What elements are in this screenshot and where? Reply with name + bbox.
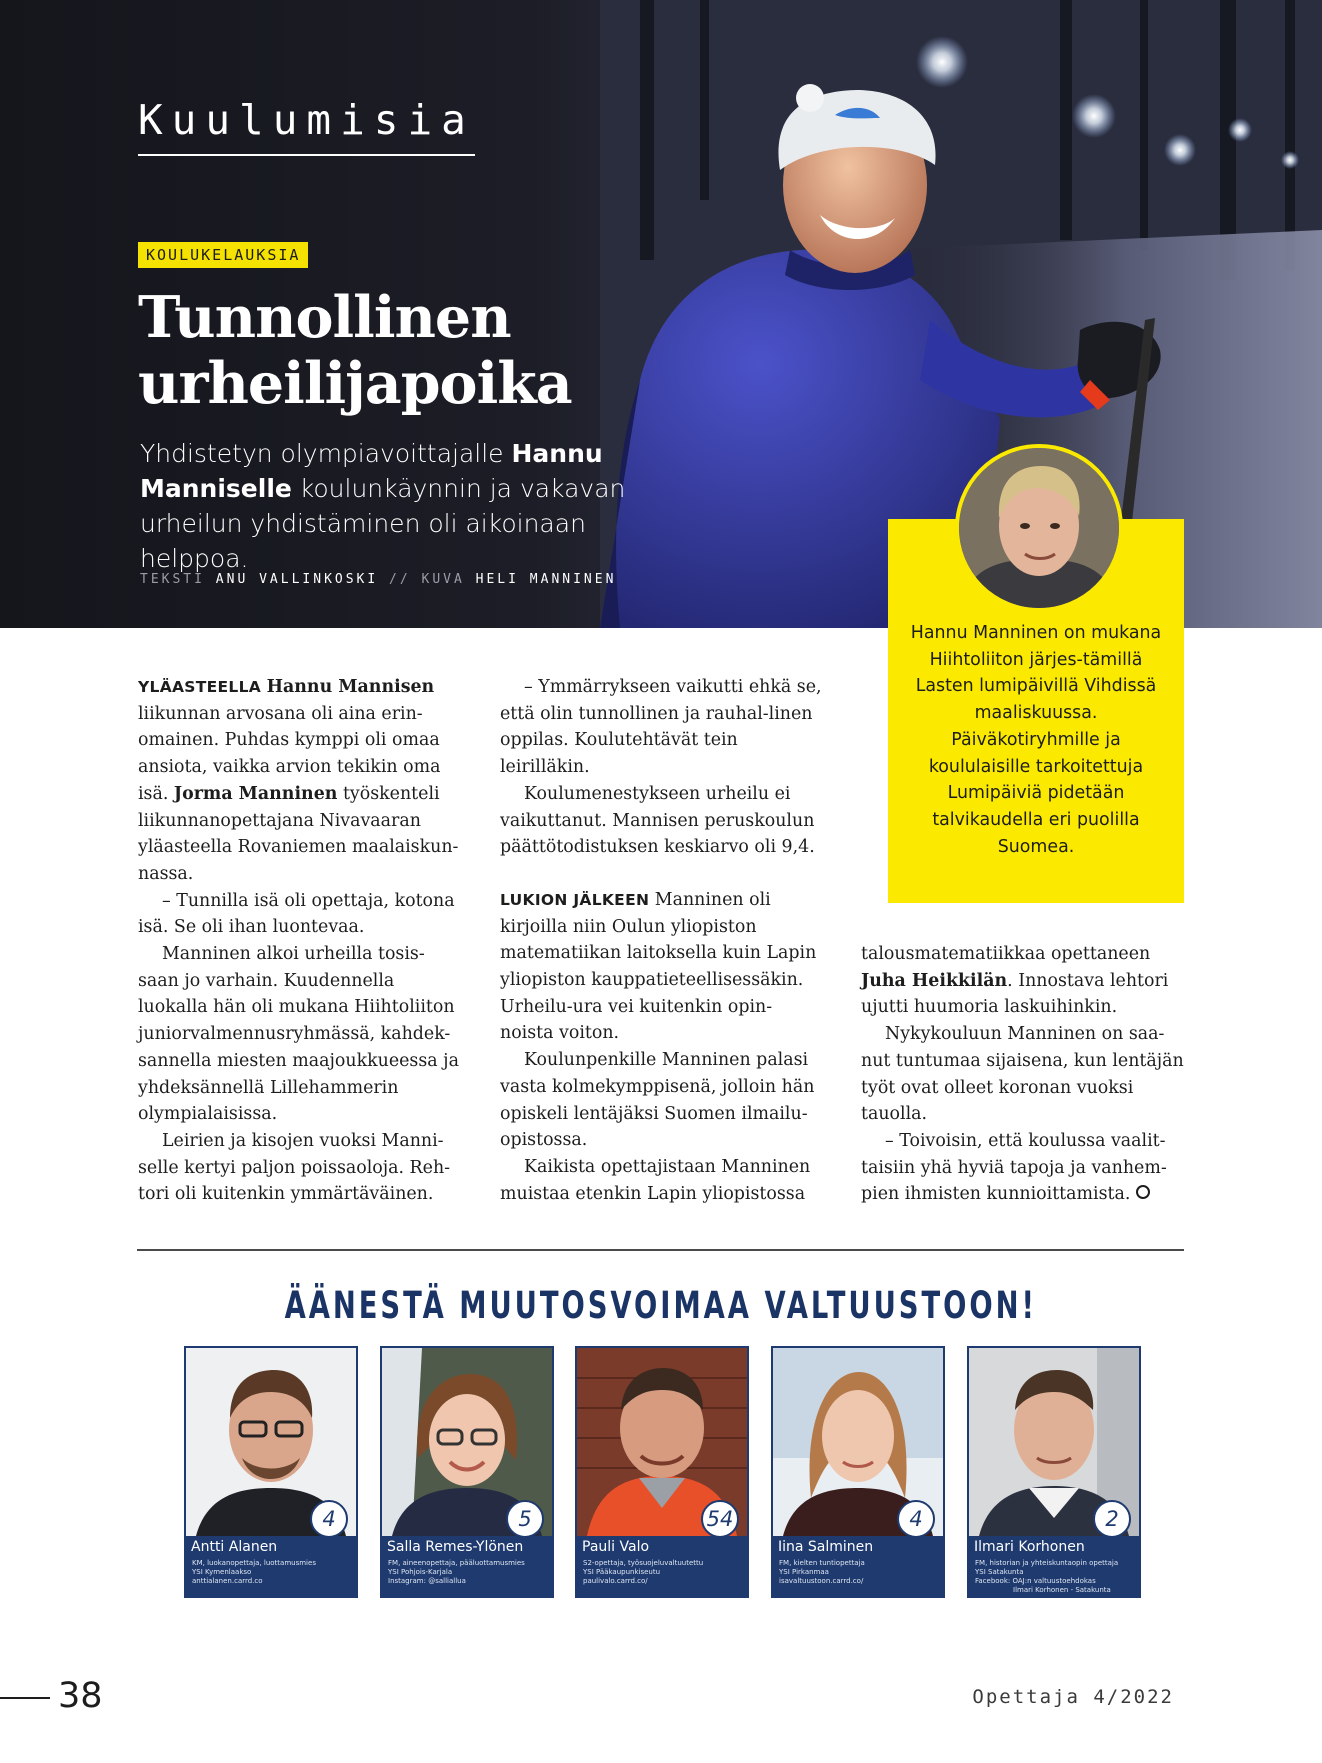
paragraph: [861, 941, 1185, 1021]
candidate-number: 5: [506, 1500, 544, 1538]
candidate-info: [583, 1559, 743, 1586]
article-column-2: [500, 674, 824, 1207]
paragraph-text: liikunnan arvosana oli aina erin-omainen. Puhdas kymppi oli omaa ansiota, vaikka arvion tekikin oma isä.: [138, 703, 441, 804]
paragraph: Kaikista opettajistaan Manninen muistaa etenkin Lapin yliopistossa: [500, 1156, 811, 1204]
candidate-info-line: isavaltuustoon.carrd.co/: [779, 1577, 864, 1585]
headline: [138, 285, 572, 417]
article-column-3: [861, 941, 1185, 1208]
lead-bold-name: Hannu Manniselle: [140, 439, 603, 503]
paragraph: [138, 674, 462, 888]
candidate-card: [771, 1346, 945, 1598]
candidate-info-line: YSI Kymenlaakso: [192, 1568, 252, 1576]
candidate-info-line: YSI Pohjois-Karjala: [388, 1568, 453, 1576]
paragraph-text: talousmatematiikkaa opettaneen: [861, 944, 1151, 964]
candidate-info-line: FM, kielten tuntiopettaja: [779, 1559, 865, 1567]
candidate-info-line: FM, aineenopettaja, pääluottamusmies: [388, 1559, 525, 1567]
byline-photographer: HELI MANNINEN: [475, 572, 617, 587]
lead-in-caps: LUKION JÄLKEEN: [500, 890, 650, 909]
paragraph-text: . Innostava lehtori ujutti huumoria laskuihinkin.: [861, 970, 1169, 1018]
paragraph-text: – Toivoisin, että koulussa vaalit-taisiin yhä hyviä tapoja ja vanhem-pien ihmisten kunnioittamista.: [861, 1130, 1167, 1205]
candidate-number: 4: [897, 1500, 935, 1538]
candidate-info-line: anttialanen.carrd.co: [192, 1577, 263, 1585]
candidate-number: 54: [701, 1500, 739, 1538]
candidate-name: Salla Remes-Ylönen: [387, 1539, 524, 1555]
paragraph: Manninen alkoi urheilla tosis-saan jo varhain. Kuudennella luokalla hän oli mukana Hiihtoliiton juniorvalmennusryhmässä, kahdek-sannella miesten maajoukkueessa ja yhdeksännellä Lillehammerin olympialaisissa.: [138, 944, 459, 1125]
end-mark-icon: [1136, 1185, 1150, 1199]
byline: [140, 572, 616, 587]
paragraph: – Ymmärrykseen vaikutti ehkä se, että olin tunnollinen ja rauhal-linen oppilas. Koulutehtävät tein leirilläkin.: [500, 677, 822, 778]
headline-line-2: urheilijapoika: [138, 350, 572, 417]
paragraph: Koulunpenkille Manninen palasi vasta kolmekymppisenä, jolloin hän opiskeli lentäjäksi Suomen ilmailu-opistossa.: [500, 1050, 815, 1151]
byline-text-label: TEKSTI: [140, 572, 205, 587]
paragraph-text: työskenteli liikunnanopettajana Nivavaaran yläasteella Rovaniemen maalaiskun-nassa.: [138, 783, 459, 884]
fact-text: Hannu Manninen on mukana Hiihtoliiton järjes-tämillä Lasten lumipäivillä Vihdissä maaliskuussa. Päiväkotiryhmille ja koululaisille tarkoitettuja Lumipäiviä pidetään talvikaudella eri puolilla Suomea.: [910, 623, 1162, 857]
candidate-info-line: FM, historian ja yhteiskuntaopin opettaja: [975, 1559, 1119, 1567]
candidate-card: [575, 1346, 749, 1598]
candidate-info: [192, 1559, 352, 1586]
lead-text-end: koulunkäynnin ja vakavan urheilun yhdistäminen oli aikoinaan helppoa.: [140, 474, 626, 573]
lead-in-caps: YLÄASTEELLA: [138, 678, 262, 696]
ad-title: ÄÄNESTÄ MUUTOSVOIMAA VALTUUSTOON!: [284, 1284, 1037, 1327]
candidate-card: [184, 1346, 358, 1598]
candidate-name: Antti Alanen: [191, 1539, 278, 1555]
bold-name: Jorma Manninen: [173, 783, 338, 804]
candidate-info-line: KM, luokanopettaja, luottamusmies: [192, 1559, 316, 1567]
byline-author: ANU VALLINKOSKI: [215, 572, 379, 587]
category-badge: KOULUKELAUKSIA: [138, 242, 308, 268]
candidate-name: Ilmari Korhonen: [974, 1539, 1085, 1555]
candidate-card: [380, 1346, 554, 1598]
paragraph: Leirien ja kisojen vuoksi Manni-selle kertyi paljon poissaoloja. Reh-tori oli kuitenkin ymmärtäväinen.: [138, 1130, 451, 1205]
section-divider: [137, 1249, 1184, 1251]
candidate-number: 4: [310, 1500, 348, 1538]
lead-text: Yhdistetyn olympiavoittajalle: [140, 439, 512, 468]
bold-name: Hannu Mannisen: [266, 677, 435, 697]
paragraph: [861, 1128, 1185, 1208]
candidate-info-line: Instagram: @salliallua: [388, 1577, 466, 1585]
candidate-info-line: YSI Pääkaupunkiseutu: [583, 1568, 661, 1576]
article-column-1: [138, 674, 462, 1208]
paragraph-text: Manninen oli kirjoilla niin Oulun yliopiston matematiikan laitoksella kuin Lapin yliopiston kauppatieteellisessäkin. Urheilu-ura vei kuitenkin opin-noista voiton.: [500, 889, 817, 1044]
candidate-card: [967, 1346, 1141, 1598]
publication-name: Opettaja 4/2022: [972, 1686, 1174, 1708]
candidate-info-line: Ilmari Korhonen - Satakunta: [1013, 1586, 1111, 1594]
headline-line-1: Tunnollinen: [138, 284, 511, 351]
candidate-name: Iina Salminen: [778, 1539, 874, 1555]
byline-separator: //: [389, 572, 411, 587]
candidate-info-line: paulivalo.carrd.co/: [583, 1577, 648, 1585]
paragraph-gap: [500, 861, 824, 887]
paragraph: [500, 887, 824, 1047]
candidate-info: [388, 1559, 548, 1586]
candidate-info: [975, 1559, 1135, 1595]
childhood-portrait-image: [959, 448, 1119, 608]
bold-name: Juha Heikkilän: [861, 970, 1008, 991]
candidate-info: [779, 1559, 939, 1586]
paragraph: Nykykouluun Manninen on saa-nut tuntumaa sijaisena, kun lentäjän työt ovat olleet koronan vuoksi tauolla.: [861, 1024, 1184, 1125]
lead-paragraph: [140, 436, 700, 576]
byline-photo-label: KUVA: [421, 572, 465, 587]
candidate-info-line: YSI Pirkanmaa: [779, 1568, 829, 1576]
paragraph: – Tunnilla isä oli opettaja, kotona isä. Se oli ihan luontevaa.: [138, 890, 455, 938]
candidate-info-line: Facebook: OAJ:n valtuustoehdokas: [975, 1577, 1096, 1585]
candidate-number: 2: [1093, 1500, 1131, 1538]
candidate-info-line: S2-opettaja, työsuojeluvaltuutettu: [583, 1559, 704, 1567]
candidate-info-line: YSI Satakunta: [975, 1568, 1024, 1576]
page-number: 38: [58, 1676, 103, 1716]
childhood-portrait: [955, 444, 1123, 612]
section-label: Kuulumisia: [138, 96, 475, 156]
candidate-name: Pauli Valo: [582, 1539, 650, 1555]
folio-rule: [0, 1697, 50, 1699]
paragraph: Koulumenestykseen urheilu ei vaikuttanut. Mannisen peruskoulun päättötodistuksen keskiarvo oli 9,4.: [500, 783, 815, 858]
